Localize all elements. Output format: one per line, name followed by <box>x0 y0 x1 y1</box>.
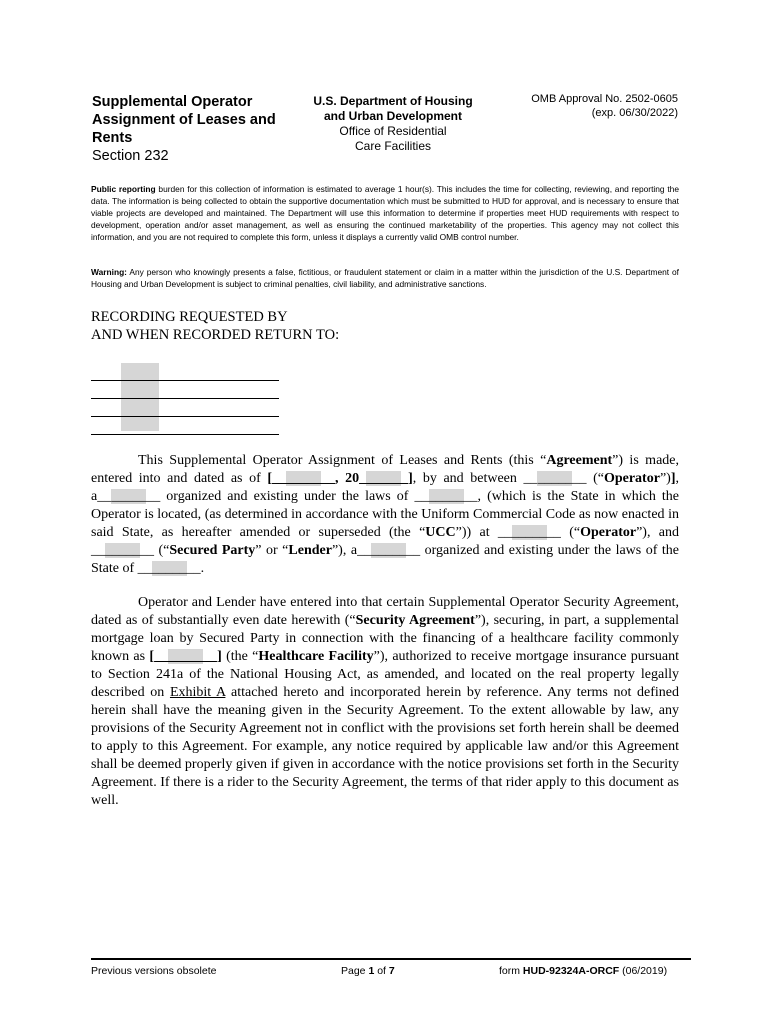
lender-name-field[interactable]: _____ <box>105 543 140 558</box>
text-run: (the “ <box>221 649 259 664</box>
text-run: __ organized and existing under the laws of the State of __ <box>91 543 680 576</box>
facility-name-field[interactable]: _____ <box>168 649 204 664</box>
warning-notice <box>91 266 679 290</box>
text-run: __, 20_ <box>321 471 367 486</box>
agency-block <box>300 94 486 154</box>
text-run: ”)) at __ <box>455 525 512 540</box>
defined-term-lender: Lender <box>288 543 332 558</box>
text-run: __, (which is the State in which the Operator is located, (as determined in accordance with the Uniform Commercial Code as now enacted in said State, as hereafter amended or superseded (the “ <box>91 489 679 540</box>
operator-address-field[interactable]: _____ <box>511 525 547 540</box>
defined-term-operator: Operator <box>580 525 637 540</box>
omb-approval-number: OMB Approval No. 2502-0605 <box>531 93 678 105</box>
defined-term-security-agreement: Security Agreement <box>355 613 475 628</box>
total-pages: 7 <box>388 965 395 977</box>
text-run: ”), and __ <box>91 525 679 558</box>
text-run: ”) <box>659 471 671 486</box>
agency-name-line: and Urban Development <box>323 109 463 123</box>
defined-term-operator: Operator <box>603 471 660 486</box>
office-name-line: Care Facilities <box>354 139 432 153</box>
text-run: [__ <box>149 649 169 664</box>
agency-name-line: U.S. Department of Housing <box>313 94 473 108</box>
operator-name-field[interactable]: _____ <box>537 471 573 486</box>
recording-line: AND WHEN RECORDED RETURN TO: <box>91 327 340 343</box>
lender-state-field[interactable]: _____ <box>151 561 187 576</box>
text-run: ” or “ <box>255 543 289 558</box>
text-run: __ (“ <box>140 543 170 558</box>
text-run: ] <box>670 471 676 486</box>
form-number: HUD-92324A-ORCF <box>522 965 620 977</box>
public-reporting-text: burden for this collection of information is estimated to average 1 hour(s). This includes the time for collecting, reviewing, and reporting the data. The information is being collected to obtain the supportive documentation which must be submitted to HUD for approval, and is necessary to ensure that viable projects are developed and maintained. The Department will use this information to determine if properties meet HUD requirements with respect to development, operation and/or asset management, as well as ensuring the continued marketability of the properties. This agency may not collect this information, and you are not required to complete this form, unless it displays a currently valid OMB control number. <box>91 184 679 242</box>
footer-page-number <box>341 965 395 978</box>
return-address-line[interactable] <box>91 363 279 381</box>
omb-expiration: (exp. 06/30/2022) <box>591 107 678 119</box>
exhibit-a-reference: Exhibit A <box>169 685 226 700</box>
footer-previous-versions: Previous versions obsolete <box>91 965 217 977</box>
recording-line: RECORDING REQUESTED BY <box>91 309 288 325</box>
security-agreement-paragraph <box>91 594 679 810</box>
text-run: __] <box>203 649 222 664</box>
document-title-line: Supplemental Operator <box>92 94 253 110</box>
text-run: form <box>499 965 523 977</box>
recording-request-heading <box>91 308 339 344</box>
text-run: of <box>374 965 389 977</box>
return-address-lines[interactable] <box>91 363 279 435</box>
operator-state-field[interactable]: _____ <box>428 489 464 504</box>
defined-term-secured-party: Secured Party <box>169 543 256 558</box>
text-run: [__ <box>267 471 287 486</box>
text-run: __ (“ <box>546 525 581 540</box>
text-run: __. <box>186 561 205 576</box>
text-run: ”), a__ <box>331 543 372 558</box>
form-date: (06/2019) <box>619 965 668 977</box>
facility-name-blank <box>149 649 221 664</box>
text-run: ”) is made, entered into and dated as of <box>91 453 679 486</box>
text-run: _] <box>401 471 413 486</box>
public-reporting-notice <box>91 183 679 243</box>
current-page: 1 <box>368 965 375 977</box>
text-run: This Supplemental Operator Assignment of Leases and Rents (this “ <box>138 453 547 468</box>
warning-text: Any person who knowingly presents a false, fictitious, or fraudulent statement or claim in a matter within the jurisdiction of the U.S. Department of Housing and Urban Development is subject to criminal penalties, civil liability, and administrative sanctions. <box>91 267 679 289</box>
omb-approval-block <box>500 92 678 120</box>
date-day-field[interactable]: _____ <box>286 471 322 486</box>
office-name-line: Office of Residential <box>339 124 447 138</box>
text-run: , a__ <box>91 471 679 504</box>
return-address-line[interactable] <box>91 417 279 435</box>
text-run: attached hereto and incorporated herein by reference. Any terms not defined herein shall have the meaning given in the Security Agreement. To the extent allowable by law, any provisions of the Security Agreement not in conflict with the provisions set forth herein shall be deemed to apply to this Agreement. For example, any notice required by applicable law and/or this Agreement shall be deemed properly given if given in accordance with the notice provisions set forth in the Security Agreement. If there is a rider to the Security Agreement, the terms of that rider apply to this document as well. <box>91 685 679 808</box>
defined-term-healthcare-facility: Healthcare Facility <box>258 649 374 664</box>
document-title-line: Assignment of Leases and <box>92 112 276 128</box>
section-label: Section 232 <box>92 148 169 164</box>
document-title-block <box>92 93 302 165</box>
return-address-line[interactable] <box>91 399 279 417</box>
date-blank <box>267 471 412 486</box>
agreement-intro-paragraph <box>91 452 679 578</box>
text-run: Page <box>341 965 369 977</box>
text-run: ”), authorized to receive mortgage insurance pursuant to Section 241a of the National Housing Act, as amended, and located on the real property legally described on <box>91 649 679 700</box>
public-reporting-label: Public reporting <box>91 184 156 194</box>
text-run: __ organized and existing under the laws of __ <box>146 489 429 504</box>
text-run: Operator and Lender have entered into that certain Supplemental Operator Security Agreement, dated as of substantially even date herewith (“ <box>91 595 679 628</box>
text-run: , by and between __ <box>412 471 538 486</box>
document-title-line: Rents <box>92 130 133 146</box>
footer-divider <box>91 958 691 960</box>
date-year-field[interactable]: _____ <box>366 471 402 486</box>
operator-entity-type-field[interactable]: _____ <box>111 489 147 504</box>
defined-term-agreement: Agreement <box>546 453 613 468</box>
defined-term-ucc: UCC <box>425 525 456 540</box>
lender-entity-type-field[interactable]: _____ <box>371 543 407 558</box>
text-run: ”), securing, in part, a supplemental mortgage loan by Secured Party in connection with the financing of a healthcare facility commonly known as <box>91 613 680 664</box>
footer-form-id <box>499 965 667 978</box>
return-address-line[interactable] <box>91 381 279 399</box>
warning-label: Warning: <box>91 267 127 277</box>
text-run: __ (“ <box>572 471 604 486</box>
